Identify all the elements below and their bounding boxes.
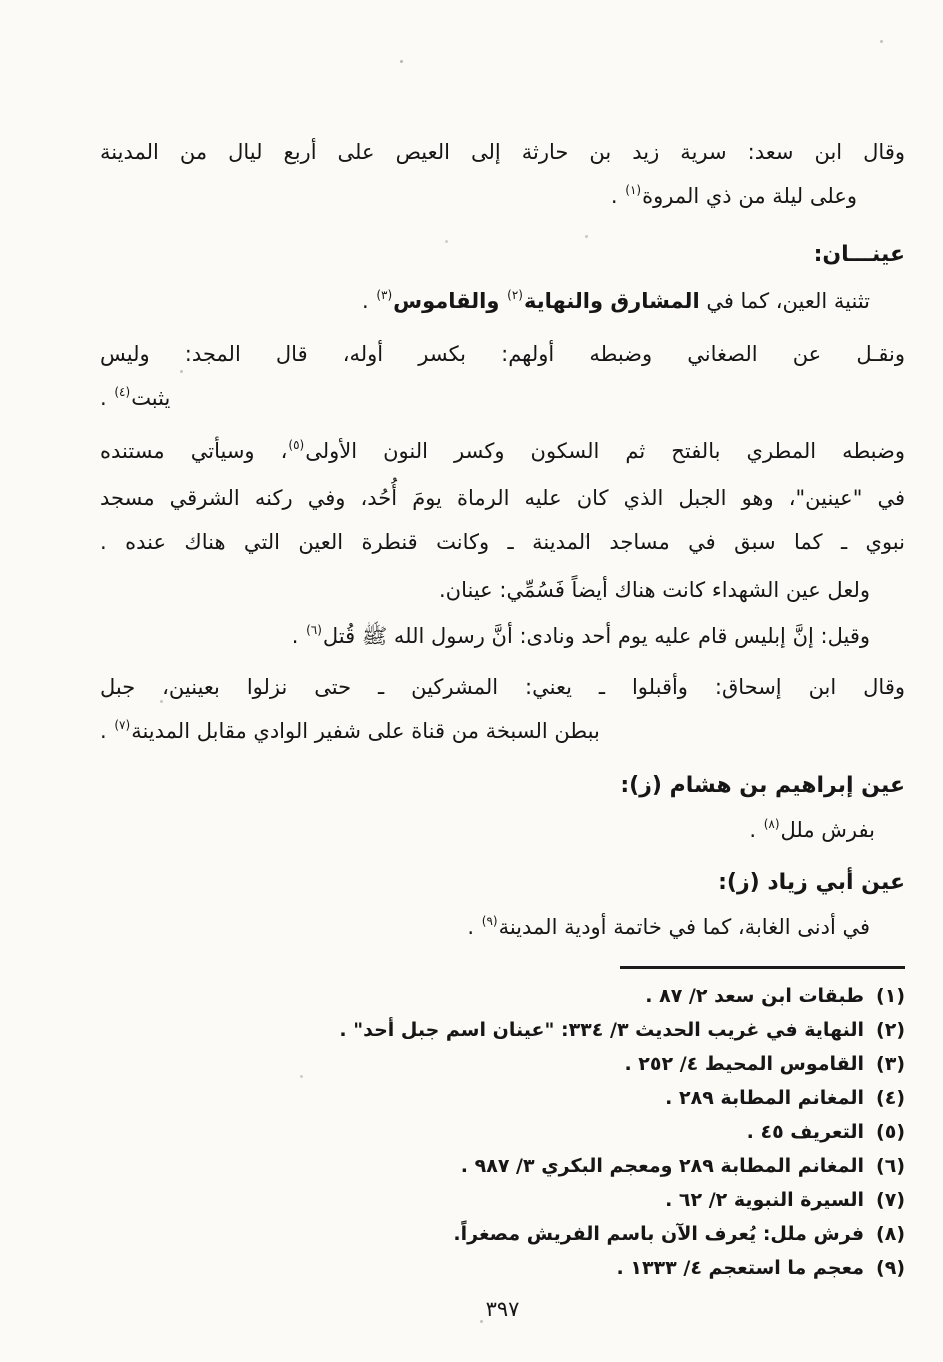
- footnote-ref-marker: (٩): [481, 914, 498, 928]
- text-line: [100, 709, 905, 756]
- text-segment: وضبطه المطري بالفتح ثم السكون وكسر النون الأولى: [305, 439, 905, 463]
- footnote-number: (٤): [876, 1087, 905, 1109]
- text-segment: وقال ابن سعد: سرية زيد بن حارثة إلى العيص على أربع ليال من المدينة: [100, 140, 905, 164]
- footnote-text: التعريف ٤٥ .: [746, 1121, 865, 1143]
- text-segment: .: [749, 818, 763, 842]
- footnote-number: (٢): [876, 1019, 905, 1041]
- footnote-text: معجم ما استعجم ٤/ ١٣٣٣ .: [616, 1257, 865, 1279]
- text-segment: عينـــان:: [813, 242, 905, 267]
- text-segment: .: [100, 386, 114, 410]
- footnote-number: (٨): [876, 1223, 905, 1245]
- text-line: [100, 476, 905, 520]
- text-segment: عين أبي زياد (ز):: [718, 870, 905, 895]
- text-segment: بفرش ملل: [780, 818, 875, 842]
- footnote-text: القاموس المحيط ٤/ ٢٥٢ .: [624, 1053, 865, 1075]
- footnote-item: [100, 1047, 905, 1081]
- text-line: [100, 429, 905, 476]
- footnote-item: [100, 1013, 905, 1047]
- text-line: [100, 376, 905, 423]
- footnotes-block: [100, 979, 905, 1285]
- footnote-ref-marker: (١): [625, 183, 642, 197]
- text-segment: في "عينين"، وهو الجبل الذي كان عليه الرماة يومَ أُحُد، وفي ركنه الشرقي مسجد: [100, 486, 905, 510]
- section-heading: [100, 861, 905, 905]
- footnote-number: (١): [876, 985, 905, 1007]
- footnote-ref-marker: (٢): [507, 288, 523, 302]
- footnote-ref-marker: (٦): [306, 623, 322, 637]
- footnote-item: [100, 1217, 905, 1251]
- text-segment: ، وسيأتي مستنده: [100, 439, 288, 463]
- text-segment: .: [610, 184, 625, 208]
- text-line: [100, 279, 870, 326]
- footnote-number: (٩): [876, 1257, 905, 1279]
- text-segment: .: [100, 719, 114, 743]
- text-line: [100, 520, 905, 564]
- text-segment: ببطن السبخة من قناة على شفير الوادي مقابل المدينة: [131, 719, 600, 743]
- footnote-ref-marker: (٨): [763, 817, 780, 831]
- text-segment: في أدنى الغابة، كما في خاتمة أودية المدينة: [498, 915, 870, 939]
- main-text-block: [100, 130, 905, 952]
- text-segment: المشارق والنهاية: [523, 289, 700, 313]
- footnote-text: النهاية في غريب الحديث ٣/ ٣٣٤: "عينان اسم جبل أحد" .: [339, 1019, 865, 1041]
- page-number: ٣٩٧: [485, 1297, 520, 1321]
- section-heading: [100, 233, 905, 277]
- footnote-item: [100, 1081, 905, 1115]
- footnote-text: طبقات ابن سعد ٢/ ٨٧ .: [645, 985, 865, 1007]
- text-line: [100, 332, 905, 376]
- text-segment: والقاموس: [393, 289, 500, 313]
- text-segment: .: [291, 624, 306, 648]
- footnote-ref-marker: (٧): [114, 718, 131, 732]
- footnote-ref-marker: (٤): [114, 385, 131, 399]
- footnote-item: [100, 1183, 905, 1217]
- section-heading: [100, 764, 905, 808]
- text-segment: .: [361, 289, 376, 313]
- text-segment: تثنية العين، كما في: [699, 289, 870, 313]
- text-line: [100, 665, 905, 709]
- footnote-number: (٦): [876, 1155, 905, 1177]
- footnote-text: المغانم المطابة ٢٨٩ .: [665, 1087, 865, 1109]
- text-segment: نبوي ـ كما سبق في مساجد المدينة ـ وكانت قنطرة العين التي هناك عنده .: [100, 530, 905, 554]
- footnote-item: [100, 979, 905, 1013]
- footnote-item: [100, 1251, 905, 1285]
- footnote-item: [100, 1115, 905, 1149]
- footnote-ref-marker: (٣): [376, 288, 393, 302]
- footnote-number: (٧): [876, 1189, 905, 1211]
- text-line: [100, 808, 875, 855]
- text-line: [100, 130, 905, 174]
- text-line: [100, 905, 870, 952]
- footnote-number: (٥): [876, 1121, 905, 1143]
- text-segment: وقال ابن إسحاق: وأقبلوا ـ يعني: المشركين ـ حتى نزلوا بعينين، جبل: [100, 675, 905, 699]
- text-segment: .: [467, 915, 481, 939]
- text-line: [100, 568, 870, 612]
- footnote-text: فرش ملل: يُعرف الآن باسم الفريش مصغراً.: [453, 1223, 865, 1245]
- text-segment: يثبت: [131, 386, 171, 410]
- text-segment: وقيل: إنَّ إبليس قام عليه يوم أحد ونادى: أنَّ رسول الله ﷺ قُتل: [322, 624, 870, 648]
- footnote-text: السيرة النبوية ٢/ ٦٢ .: [665, 1189, 865, 1211]
- text-segment: عين إبراهيم بن هشام (ز):: [620, 773, 905, 798]
- footnote-separator: [620, 966, 905, 969]
- text-line: [100, 174, 857, 221]
- footnote-item: [100, 1149, 905, 1183]
- footnote-text: المغانم المطابة ٢٨٩ ومعجم البكري ٣/ ٩٨٧ .: [460, 1155, 865, 1177]
- text-segment: وعلى ليلة من ذي المروة: [642, 184, 857, 208]
- text-segment: ونقـل عن الصغاني وضبطه أولهم: بكسر أوله، قال المجد: وليس: [100, 342, 905, 366]
- text-segment: ولعل عين الشهداء كانت هناك أيضاً فَسُمِّي: عينان.: [439, 578, 870, 602]
- footnote-ref-marker: (٥): [288, 438, 305, 452]
- footnote-number: (٣): [876, 1053, 905, 1075]
- text-line: [100, 614, 870, 661]
